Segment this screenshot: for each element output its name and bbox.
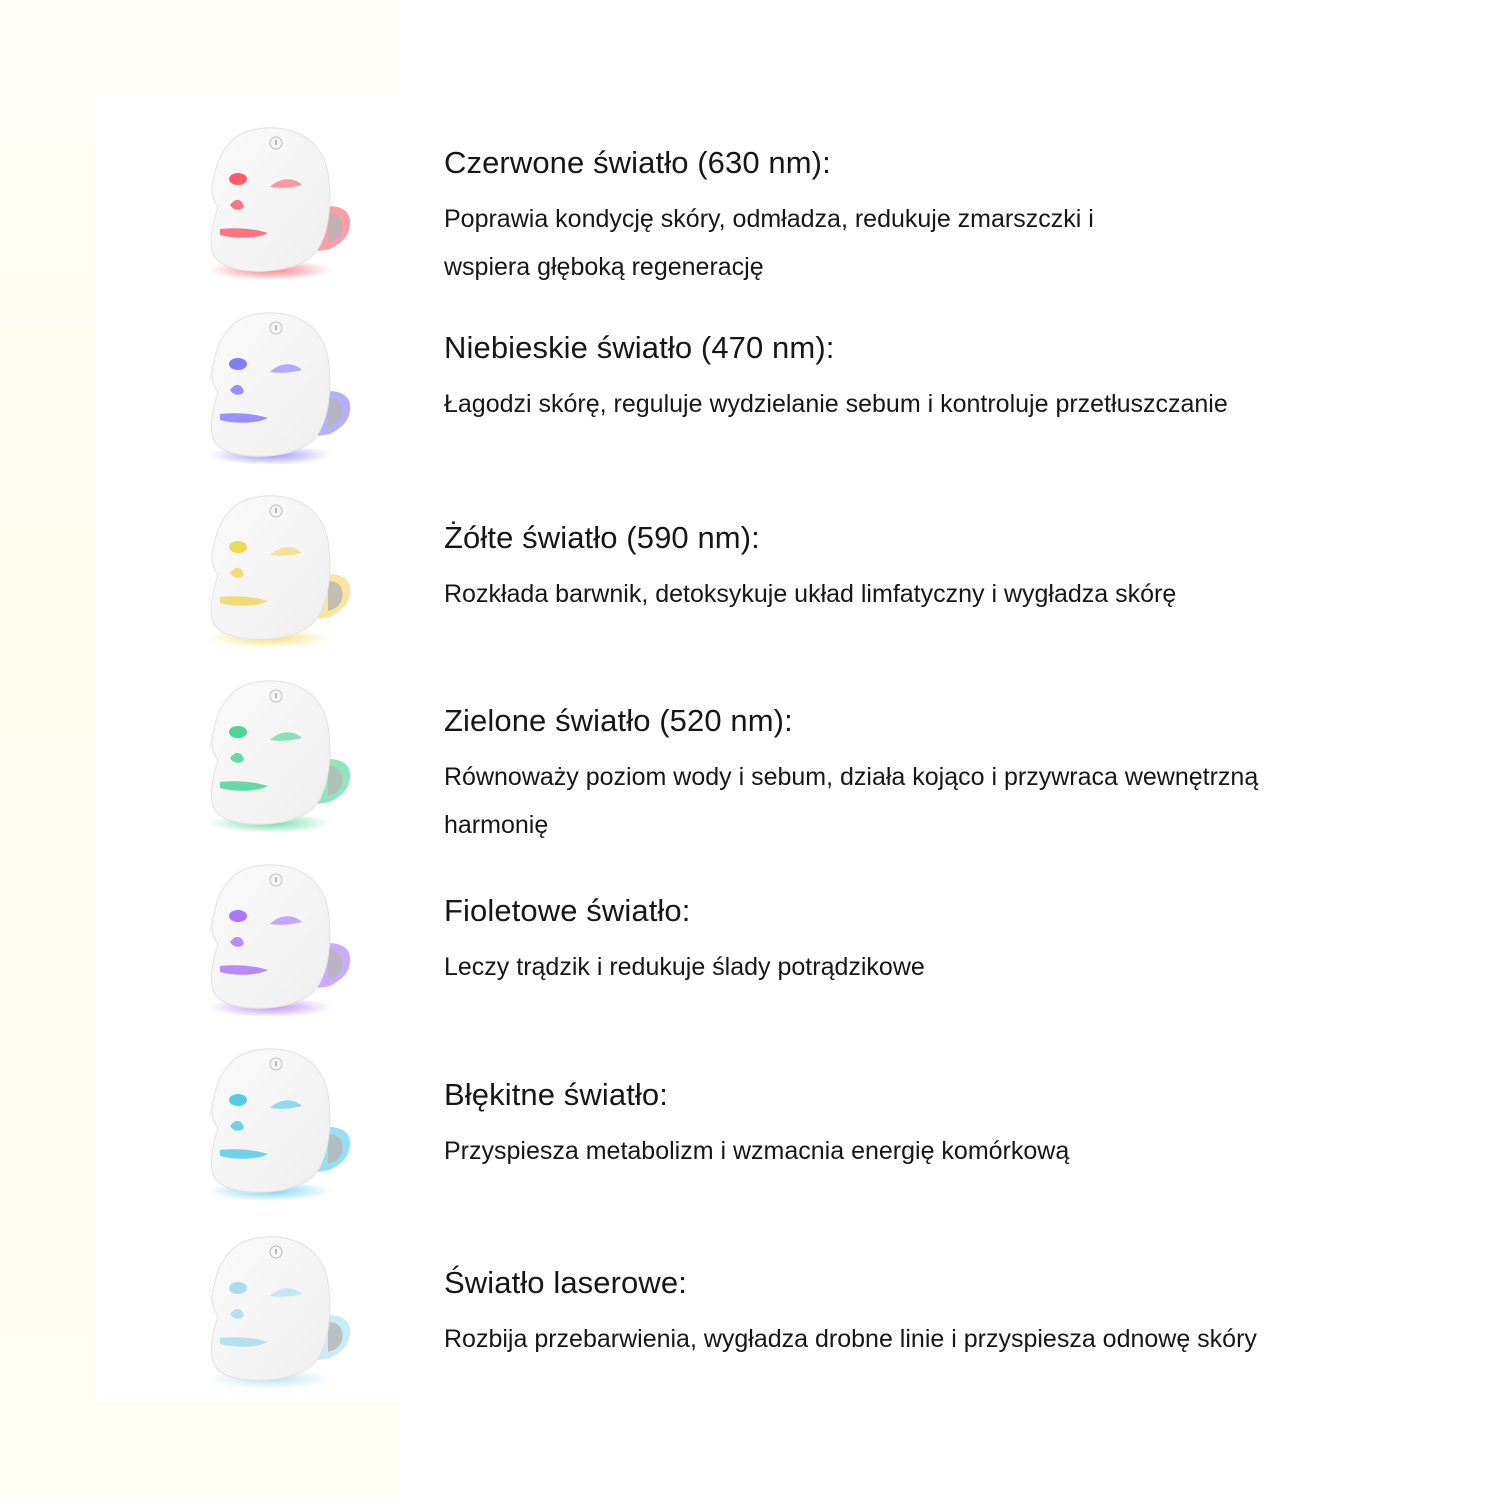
light-item-description	[444, 1127, 1404, 1175]
violet-led-mask-icon	[190, 862, 370, 1032]
light-item-title: Zielone światło (520 nm):	[444, 703, 793, 738]
light-item-description-line: Łagodzi skórę, reguluje wydzielanie sebum i kontroluje przetłuszczanie	[444, 390, 1228, 418]
white-led-mask-icon	[190, 1234, 370, 1404]
light-item-description	[444, 380, 1404, 428]
light-item-title: Niebieskie światło (470 nm):	[444, 330, 835, 365]
light-item-description	[444, 753, 1404, 849]
light-item-description-line: Rozbija przebarwienia, wygładza drobne linie i przyspiesza odnowę skóry	[444, 1325, 1257, 1353]
light-item-description-line: Rozkłada barwnik, detoksykuje układ limfatyczny i wygładza skórę	[444, 580, 1177, 608]
green-led-mask-icon	[190, 678, 370, 848]
light-item-description-line: wspiera głęboką regenerację	[444, 253, 764, 281]
light-item-text	[444, 1077, 1444, 1175]
blue-led-mask-icon	[190, 310, 370, 480]
light-item-text	[444, 893, 1444, 991]
light-item-description-line: Poprawia kondycję skóry, odmładza, redukuje zmarszczki i	[444, 205, 1094, 233]
light-item-description-line: harmonię	[444, 811, 549, 839]
yellow-led-mask-icon	[190, 493, 370, 663]
light-item-title: Błękitne światło:	[444, 1077, 668, 1112]
light-item-text	[444, 703, 1444, 849]
red-led-mask-icon	[190, 125, 370, 295]
light-item-text	[444, 1265, 1444, 1363]
cyan-led-mask-icon	[190, 1046, 370, 1216]
light-item-title: Żółte światło (590 nm):	[444, 520, 760, 555]
light-item-title: Światło laserowe:	[444, 1265, 687, 1300]
light-item-description-line: Przyspiesza metabolizm i wzmacnia energię komórkową	[444, 1137, 1070, 1165]
light-item-description	[444, 570, 1404, 618]
light-item-text	[444, 520, 1444, 618]
light-item-text	[444, 330, 1444, 428]
light-item-title: Fioletowe światło:	[444, 893, 691, 928]
light-item-title: Czerwone światło (630 nm):	[444, 145, 831, 180]
light-item-description-line: Leczy trądzik i redukuje ślady potrądzikowe	[444, 953, 925, 981]
light-item-text	[444, 145, 1444, 291]
light-item-description	[444, 1315, 1404, 1363]
light-item-description-line: Równoważy poziom wody i sebum, działa kojąco i przywraca wewnętrzną	[444, 763, 1259, 791]
light-item-description	[444, 195, 1404, 291]
light-item-description	[444, 943, 1404, 991]
